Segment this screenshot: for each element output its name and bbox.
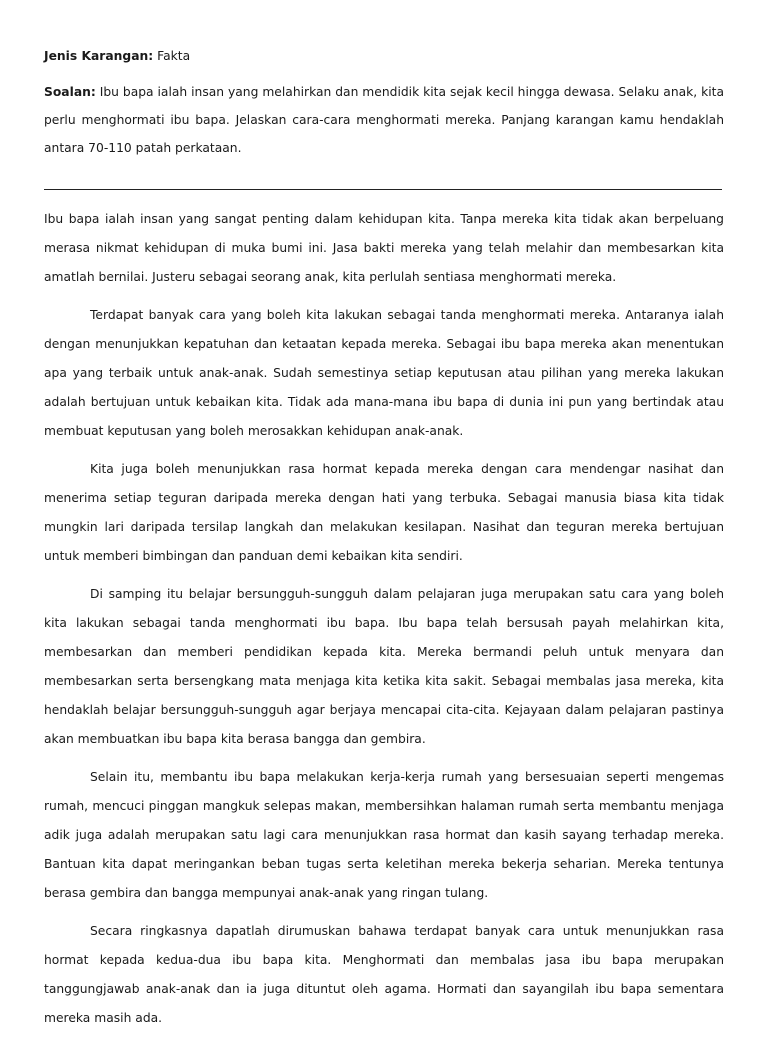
question-text: Ibu bapa ialah insan yang melahirkan dan mendidik kita sejak kecil hingga dewasa. Selaku anak, kita perlu menghormati ibu bapa. Jelaskan cara-cara menghormati mereka. Panjang karangan kamu hendaklah antara 70-110 patah perkataan. (44, 85, 724, 155)
question-block (44, 78, 724, 162)
paragraph-introduction: Ibu bapa ialah insan yang sangat penting dalam kehidupan kita. Tanpa mereka kita tidak akan berpeluang merasa nikmat kehidupan di muka bumi ini. Jasa bakti mereka yang telah melahir dan membesarkan kita amatlah bernilai. Justeru sebagai seorang anak, kita perlulah sentiasa menghormati mereka. (44, 212, 724, 284)
essay-type-line (44, 44, 724, 68)
essay-type-colon: : (148, 49, 154, 63)
question-label: Soalan (44, 85, 91, 99)
essay-type-label: Jenis Karangan (44, 49, 149, 63)
essay-body (44, 205, 724, 1042)
question-colon: : (90, 85, 96, 99)
paragraph-advice: Kita juga boleh menunjukkan rasa hormat kepada mereka dengan cara mendengar nasihat dan menerima setiap teguran daripada mereka dengan hati yang terbuka. Sebagai manusia biasa kita tidak mungkin lari daripada tersilap langkah dan melakukan kesilapan. Nasihat dan teguran mereka bertujuan untuk memberi bimbingan dan panduan demi kebaikan kita sendiri. (44, 462, 724, 563)
section-divider (44, 189, 722, 190)
paragraph-conclusion: Secara ringkasnya dapatlah dirumuskan bahawa terdapat banyak cara untuk menunjukkan rasa hormat kepada kedua-dua ibu bapa kita. Menghormati dan membalas jasa ibu bapa merupakan tanggungjawab anak-anak dan ia juga dituntut oleh agama. Hormati dan sayangilah ibu bapa sementara mereka masih ada. (44, 924, 724, 1025)
paragraph-study: Di samping itu belajar bersungguh-sungguh dalam pelajaran juga merupakan satu cara yang boleh kita lakukan sebagai tanda menghormati ibu bapa. Ibu bapa telah bersusah payah melahirkan kita, membesarkan dan memberi pendidikan kepada kita. Mereka bermandi peluh untuk menyara dan membesarkan serta bersengkang mata menjaga kita ketika kita sakit. Sebagai membalas jasa mereka, kita hendaklah belajar bersungguh-sungguh agar berjaya mencapai cita-cita. Kejayaan dalam pelajaran pastinya akan membuatkan ibu bapa kita berasa bangga dan gembira. (44, 587, 724, 746)
essay-type-value: Fakta (157, 49, 191, 63)
paragraph-housework: Selain itu, membantu ibu bapa melakukan kerja-kerja rumah yang bersesuaian seperti mengemas rumah, mencuci pinggan mangkuk selepas makan, membersihkan halaman rumah serta membantu menjaga adik juga adalah merupakan satu lagi cara menunjukkan rasa hormat dan kasih sayang terhadap mereka. Bantuan kita dapat meringankan beban tugas serta keletihan mereka bekerja seharian. Mereka tentunya berasa gembira dan bangga mempunyai anak-anak yang ringan tulang. (44, 770, 724, 900)
paragraph-obedience: Terdapat banyak cara yang boleh kita lakukan sebagai tanda menghormati mereka. Antaranya ialah dengan menunjukkan kepatuhan dan ketaatan kepada mereka. Sebagai ibu bapa mereka akan menentukan apa yang terbaik untuk anak-anak. Sudah semestinya setiap keputusan atau pilihan yang mereka lakukan adalah bertujuan untuk kebaikan kita. Tidak ada mana-mana ibu bapa di dunia ini pun yang bertindak atau membuat keputusan yang boleh merosakkan kehidupan anak-anak. (44, 308, 724, 438)
